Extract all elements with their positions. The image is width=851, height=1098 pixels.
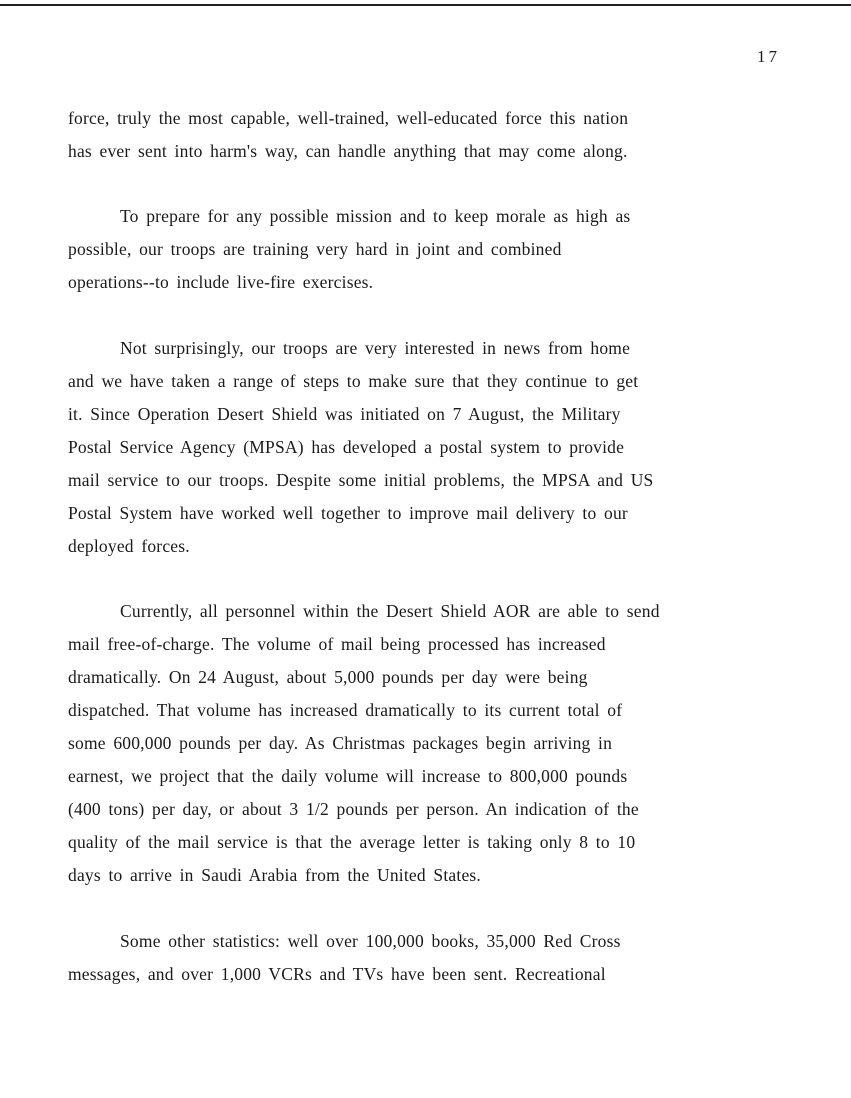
text-line: it. Since Operation Desert Shield was initiated on 7 August, the Military (68, 404, 621, 424)
text-line: days to arrive in Saudi Arabia from the United States. (68, 865, 481, 885)
text-line: To prepare for any possible mission and to keep morale as high as (120, 206, 631, 226)
text-line: Not surprisingly, our troops are very interested in news from home (120, 338, 631, 358)
text-line: messages, and over 1,000 VCRs and TVs have been sent. Recreational (68, 964, 606, 984)
text-line: earnest, we project that the daily volume will increase to 800,000 pounds (68, 766, 628, 786)
text-line: operations--to include live-fire exercises. (68, 272, 374, 292)
page-number: 17 (757, 47, 780, 66)
text-line: quality of the mail service is that the average letter is taking only 8 to 10 (68, 832, 636, 852)
top-scan-border (0, 4, 851, 6)
text-line: (400 tons) per day, or about 3 1/2 pounds per person. An indication of the (68, 799, 639, 819)
text-line: mail service to our troops. Despite some initial problems, the MPSA and US (68, 470, 654, 490)
text-line: some 600,000 pounds per day. As Christmas packages begin arriving in (68, 733, 613, 753)
text-line: Currently, all personnel within the Desert Shield AOR are able to send (120, 601, 660, 621)
text-line: Postal Service Agency (MPSA) has developed a postal system to provide (68, 437, 625, 457)
text-line: deployed forces. (68, 536, 190, 556)
text-line: dramatically. On 24 August, about 5,000 pounds per day were being (68, 667, 588, 687)
text-line: has ever sent into harm's way, can handle anything that may come along. (68, 141, 628, 161)
text-line: Postal System have worked well together to improve mail delivery to our (68, 503, 628, 523)
text-line: dispatched. That volume has increased dramatically to its current total of (68, 700, 623, 720)
text-line: force, truly the most capable, well-trained, well-educated force this nation (68, 108, 629, 128)
text-line: Some other statistics: well over 100,000 books, 35,000 Red Cross (120, 931, 621, 951)
text-line: mail free-of-charge. The volume of mail being processed has increased (68, 634, 606, 654)
text-line: possible, our troops are training very hard in joint and combined (68, 239, 562, 259)
text-line: and we have taken a range of steps to make sure that they continue to get (68, 371, 639, 391)
